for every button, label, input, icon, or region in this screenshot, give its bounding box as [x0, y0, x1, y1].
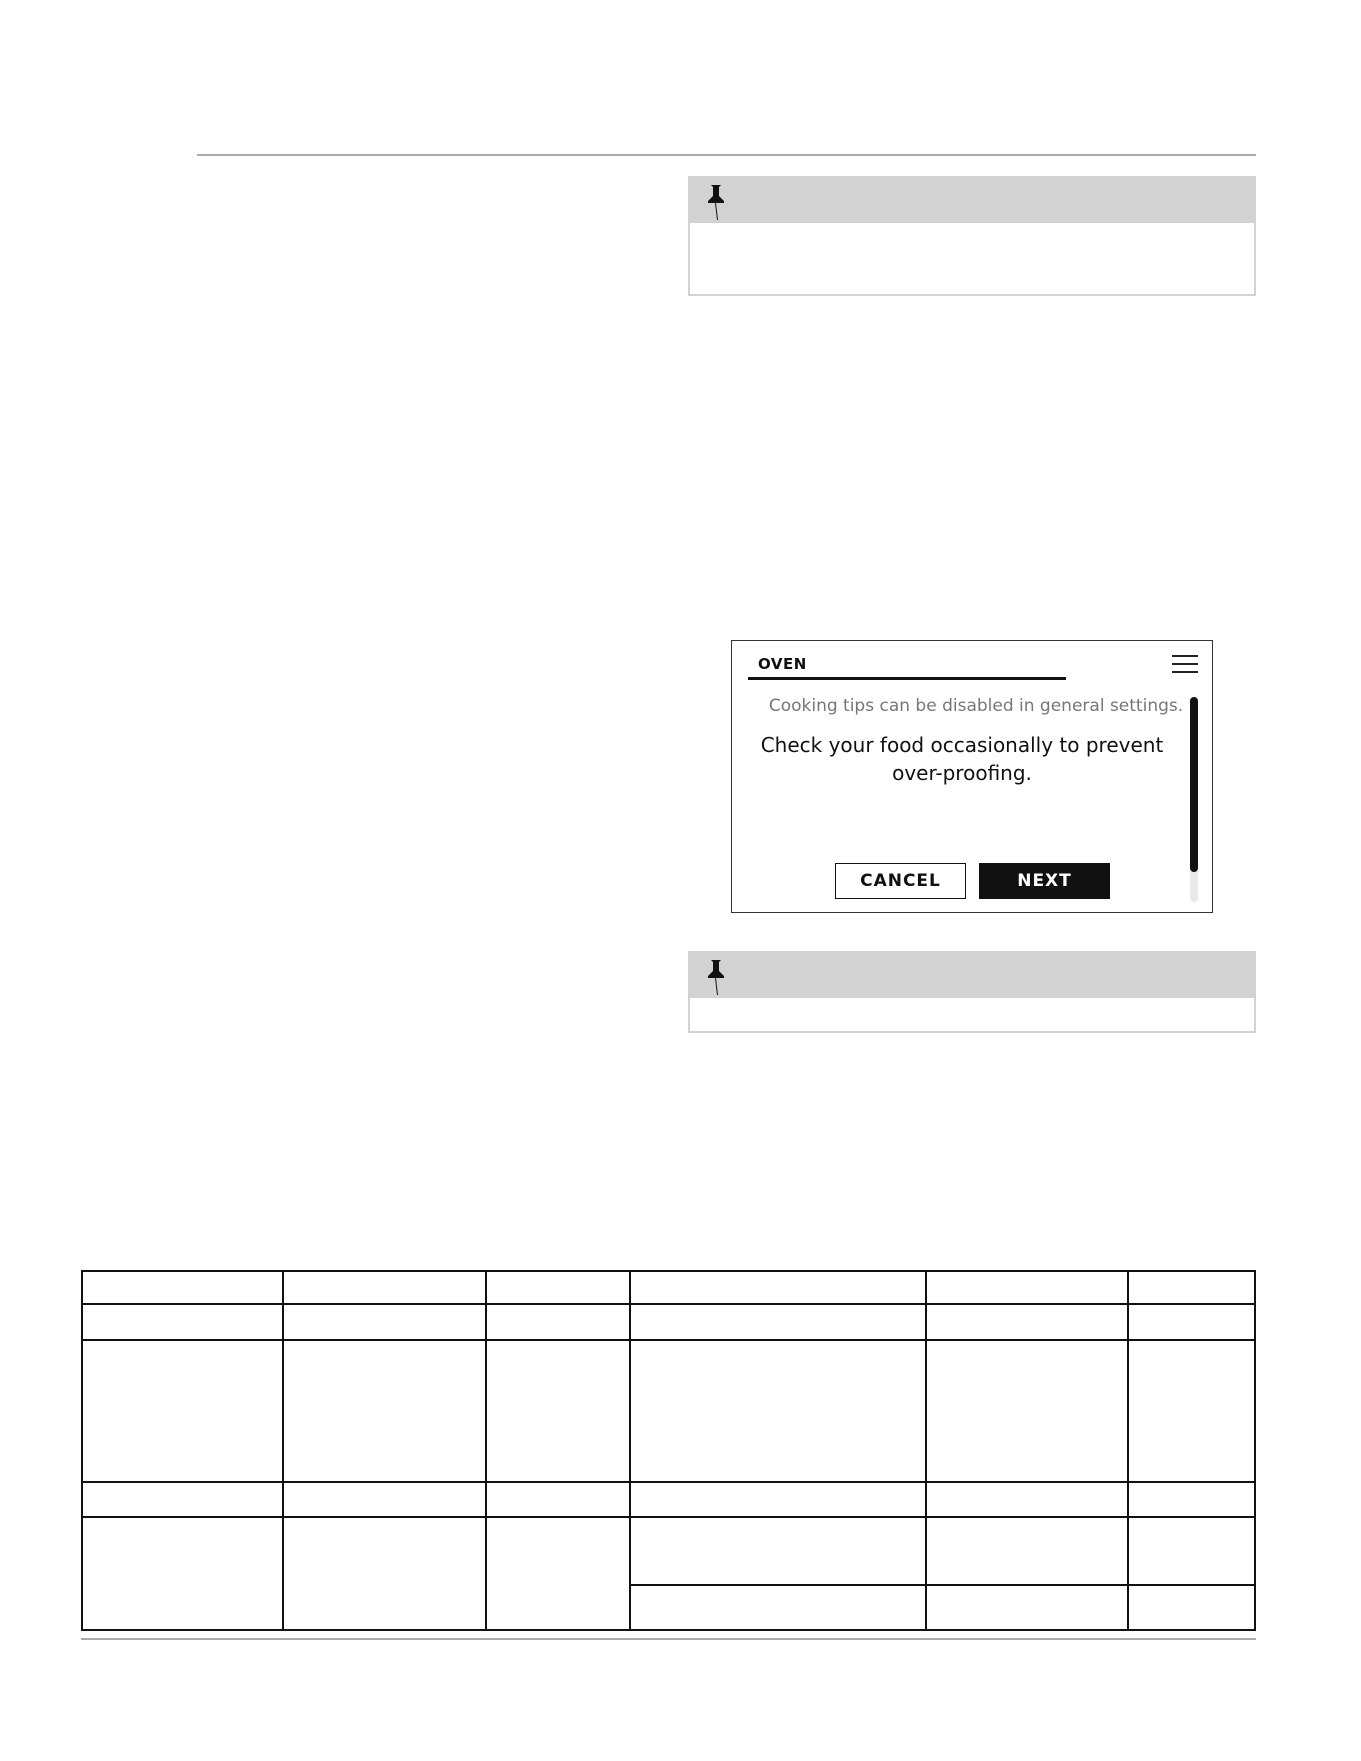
table-row-divider	[81, 1339, 1256, 1341]
table-border	[81, 1270, 1256, 1631]
pushpin-icon	[702, 957, 732, 997]
note-box	[688, 176, 1256, 296]
oven-title-underline	[748, 677, 1066, 680]
note-header	[690, 953, 1254, 998]
next-button[interactable]: NEXT	[979, 863, 1110, 899]
cooking-tip-message: Check your food occasionally to prevent over-proofing.	[760, 733, 1164, 785]
pushpin-icon	[702, 182, 732, 222]
cancel-button[interactable]: CANCEL	[835, 863, 966, 899]
table-column-divider	[629, 1270, 631, 1631]
table-column-divider	[282, 1270, 284, 1631]
data-table	[81, 1270, 1256, 1631]
scrollbar-thumb[interactable]	[1190, 697, 1198, 872]
table-column-divider	[925, 1270, 927, 1631]
oven-title: OVEN	[758, 655, 807, 673]
table-row-divider	[81, 1303, 1256, 1305]
table-row-divider	[81, 1481, 1256, 1483]
cooking-tip-hint: Cooking tips can be disabled in general settings.	[768, 696, 1184, 716]
hamburger-menu-icon[interactable]	[1172, 653, 1198, 675]
note-box	[688, 951, 1256, 1033]
note-header	[690, 178, 1254, 223]
table-row-divider	[81, 1516, 1256, 1518]
top-divider	[197, 154, 1256, 156]
scrollbar[interactable]	[1190, 697, 1198, 902]
bottom-divider	[81, 1638, 1256, 1640]
table-column-divider	[1127, 1270, 1129, 1631]
table-row-divider	[629, 1584, 1256, 1586]
table-column-divider	[485, 1270, 487, 1631]
oven-display-screen	[731, 640, 1213, 913]
